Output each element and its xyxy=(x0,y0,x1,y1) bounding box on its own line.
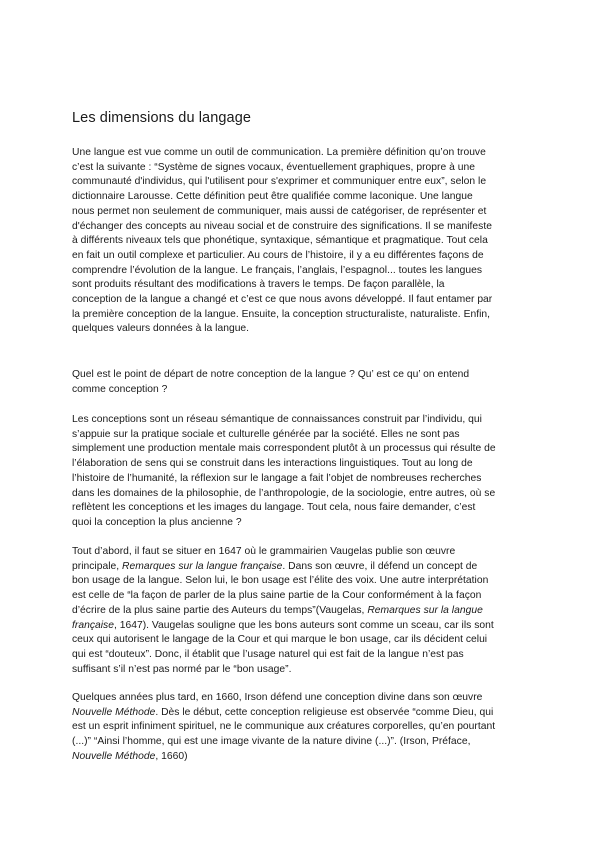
text-line xyxy=(72,648,530,663)
text-run: Une langue est vue comme un outil de communication. La première définition qu’on trouve xyxy=(72,147,486,158)
text-run: conception de la langue a changé et c’est ce que nous avons développé. Il faut entamer par xyxy=(72,294,493,306)
question-paragraph xyxy=(72,368,530,397)
text-run: dans les domaines de la philosophie, de l’anthropologie, de la sociologie, entre autres, où se xyxy=(72,487,496,499)
text-line xyxy=(72,574,530,589)
paragraph-irson xyxy=(72,691,530,765)
text-run: qui est “douteux”. Donc, il établit que l’usage naturel qui est fait de la langue n’est pas xyxy=(72,648,464,660)
text-run: sont produits résultant des modifications à travers le temps. De façon parallèle, la xyxy=(72,279,445,291)
text-run: est un esprit infiniment spirituel, ne le communique aux créatures corporelles, qu’en pourtant xyxy=(72,721,496,733)
text-run: (...)” “Ainsi l’homme, qui est une image vivante de la nature divine (...)”. (Irson, Préface, xyxy=(72,736,471,748)
text-run: simplement une production mentale mais correspondent plutôt à un processus qui résulte de xyxy=(72,443,496,455)
text-run: Quelques années plus tard, en 1660, Irson défend une conception divine dans son œuvre xyxy=(72,692,483,703)
text-run: l’élaboration de sens qui se construit dans les interactions linguistiques. Tout au long de xyxy=(72,458,473,470)
text-line xyxy=(72,428,530,443)
text-line xyxy=(72,383,530,398)
text-run: d'échanger des concepts au niveau social et de construire des significations. Il se manifeste xyxy=(72,220,492,232)
paragraph-introduction xyxy=(72,146,530,337)
text-line xyxy=(72,545,530,560)
text-line xyxy=(72,706,530,721)
italic-title: Nouvelle Méthode xyxy=(72,706,156,718)
text-line xyxy=(72,278,530,293)
text-line xyxy=(72,457,530,472)
text-run: en fait un outil complexe et particulier. Au cours de l’histoire, il y a eu différentes façons de xyxy=(72,249,484,261)
text-run: est celle de “la façon de parler de la plus saine partie de la Cour conformément à la façon xyxy=(72,590,482,602)
text-line xyxy=(72,501,530,516)
text-line xyxy=(72,190,530,205)
text-run: , 1647). Vaugelas souligne que les bons auteurs sont comme un sceau, car ils sont xyxy=(113,619,494,631)
text-run: c’est la suivante : “Système de signes vocaux, éventuellement graphiques, propre à une xyxy=(72,161,475,173)
text-line xyxy=(72,413,530,428)
text-line xyxy=(72,720,530,735)
text-line xyxy=(72,691,530,706)
text-run: bon usage de la langue. Selon lui, le bon usage est l’élite des voix. Une autre interprétation xyxy=(72,575,489,587)
paragraph-conceptions xyxy=(72,413,530,531)
text-line xyxy=(72,322,530,337)
text-run: reflètent les conceptions et les images du langage. Tout cela, nous faire demander, c’est xyxy=(72,502,476,514)
text-run: , 1660) xyxy=(155,750,188,762)
italic-title: Nouvelle Méthode xyxy=(72,750,156,762)
text-run: Quel est le point de départ de notre conception de la langue ? Qu’ est ce qu’ on entend xyxy=(72,369,470,380)
text-line xyxy=(72,264,530,279)
text-line xyxy=(72,663,530,678)
text-line xyxy=(72,487,530,502)
text-run: ceux qui autorisent le langage de la Cour et qui marque le bon usage, car ils décident celui xyxy=(72,634,488,646)
text-line xyxy=(72,146,530,161)
italic-title: française xyxy=(72,619,114,631)
text-run: dictionnaire Larousse. Cette définition peut être qualifiée comme laconique. Une langue xyxy=(72,191,473,203)
text-run: comprendre l’évolution de la langue. Le français, l’anglais, l’espagnol... toutes les langues xyxy=(72,264,482,276)
text-run: Tout d’abord, il faut se situer en 1647 où le grammairien Vaugelas publie son œuvre xyxy=(72,546,456,557)
text-run: communauté d'individus, qui l'utilisent pour s'exprimer et communiquer entre eux”, selon le xyxy=(72,176,487,188)
text-run: suffisant s’il n’est pas normé par le “bon usage”. xyxy=(72,663,292,675)
text-line xyxy=(72,368,530,383)
text-line xyxy=(72,308,530,323)
document-title: Les dimensions du langage xyxy=(72,110,252,126)
text-line xyxy=(72,234,530,249)
text-line xyxy=(72,516,530,531)
text-line xyxy=(72,442,530,457)
text-line xyxy=(72,161,530,176)
text-line xyxy=(72,220,530,235)
text-line xyxy=(72,205,530,220)
text-run: l’histoire de l’humanité, la réflexion sur le langage a fait l’objet de nombreuses recherches xyxy=(72,472,482,484)
text-line xyxy=(72,293,530,308)
text-run: quelques valeurs données à la langue. xyxy=(72,323,250,335)
text-run: principale, xyxy=(72,560,123,572)
text-run: . Dans son œuvre, il défend un concept de xyxy=(282,560,478,572)
text-line xyxy=(72,619,530,634)
text-run: nous permet non seulement de communiquer, mais aussi de catégoriser, de représenter et xyxy=(72,205,487,217)
text-line xyxy=(72,604,530,619)
text-run: la première conception de la langue. Ensuite, la conception structuraliste, naturaliste. Enfin, xyxy=(72,308,491,320)
text-run: à différents niveaux tels que phonétique, syntaxique, sémantique et pragmatique. Tout cela xyxy=(72,235,488,247)
text-line xyxy=(72,750,530,765)
text-run: comme conception ? xyxy=(72,383,168,395)
text-line xyxy=(72,472,530,487)
text-run: quoi la conception la plus ancienne ? xyxy=(72,516,242,528)
text-run: Les conceptions sont un réseau sémantique de connaissances construit par l’individu, qui xyxy=(72,414,482,425)
italic-title: Remarques sur la langue xyxy=(367,604,483,616)
text-line xyxy=(72,560,530,575)
text-run: . Dès le début, cette conception religieuse est observée “comme Dieu, qui xyxy=(155,706,494,718)
text-run: s’appuie sur la pratique sociale et culturelle générée par la société. Elles ne sont pas xyxy=(72,428,460,440)
text-run: d’écrire de la plus saine partie des Auteurs du temps”(Vaugelas, xyxy=(72,604,368,616)
italic-title: Remarques sur la langue française xyxy=(122,560,283,572)
text-line xyxy=(72,735,530,750)
text-line xyxy=(72,633,530,648)
paragraph-vaugelas xyxy=(72,545,530,677)
text-line xyxy=(72,589,530,604)
text-line xyxy=(72,249,530,264)
text-line xyxy=(72,175,530,190)
